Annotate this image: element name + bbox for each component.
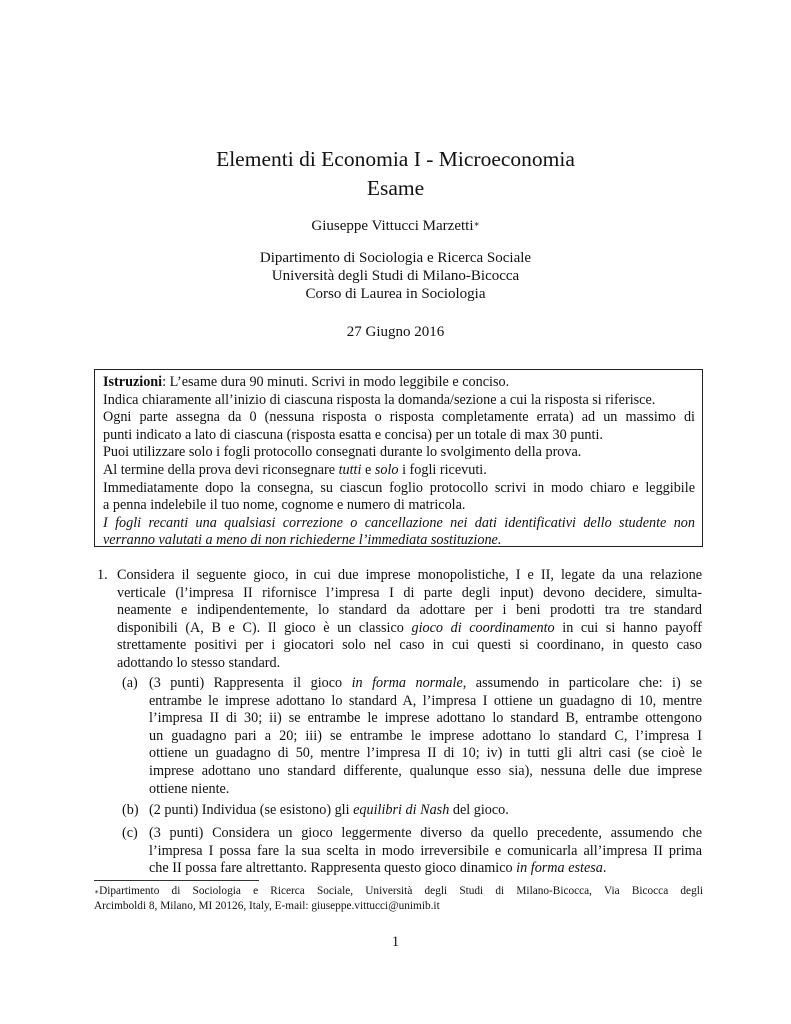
instructions-line: Istruzioni: L’esame dura 90 minuti. Scrivi in modo leggibile e conciso. bbox=[103, 374, 510, 390]
subquestion-label: (a) bbox=[122, 675, 138, 691]
instructions-line: Indica chiaramente all’inizio di ciascuna risposta la domanda/sezione a cui la risposta si riferisce. bbox=[103, 391, 656, 408]
subquestion-text: (2 punti) Individua (se esistono) gli equilibri di Nash del gioco. bbox=[149, 802, 509, 818]
instructions-line: Puoi utilizzare solo i fogli protocollo consegnati durante lo svolgimento della prova. bbox=[103, 444, 582, 461]
affiliation-line: Università degli Studi di Milano-Bicocca bbox=[271, 268, 520, 284]
instructions-line: Al termine della prova devi riconsegnare tutti e solo i fogli ricevuti. bbox=[103, 461, 487, 478]
instructions-line: Ogni parte assegna da 0 (nessuna risposta o risposta completamente errata) ad un massimo di bbox=[103, 409, 695, 426]
author bbox=[0, 216, 791, 236]
footnote: ∗Dipartimento di Sociologia e Ricerca Sociale, Università degli Studi di Milano-Bicocca, Via Bicocca degli Arcimboldi 8, Milano, MI 20126, Italy, E-mail: giuseppe.vittucci@unimib.it bbox=[94, 885, 703, 912]
page-subtitle: Esame bbox=[366, 176, 425, 200]
instructions-line: I fogli recanti una qualsiasi correzione o cancellazione nei dati identificativi dello studente non bbox=[103, 514, 695, 531]
affiliation-line: Corso di Laurea in Sociologia bbox=[305, 286, 486, 302]
subquestion-label: (c) bbox=[122, 825, 138, 841]
exam-date: 27 Giugno 2016 bbox=[346, 324, 445, 340]
instructions-line: verranno valutati a meno di non richiederne l’immediata sostituzione. bbox=[103, 532, 502, 549]
author-name: Giuseppe Vittucci Marzetti bbox=[311, 218, 474, 234]
question-text: Considera il seguente gioco, in cui due imprese monopolistiche, I e II, legate da una relazione verticale (l’impresa II rifornisce l’impresa I di parte degli input) devono decidere, simulta- neamente e indipendentemente, lo standard da adottare per i beni prodotti tra tre standard disponibili (A, B e C). Il gioco è un classico gioco di coordinamento in cui si hanno payoff strettamente positivi per i giocatori solo nel caso in cui questi si coordinano, in questo caso adottando lo stesso standard. bbox=[117, 567, 702, 671]
footnote-rule bbox=[94, 880, 259, 881]
instructions-line: a penna indelebile il tuo nome, cognome e numero di matricola. bbox=[103, 497, 466, 514]
subquestion-text: (3 punti) Considera un gioco leggermente diverso da quello precedente, assumendo che l’impresa I possa fare la sua scelta in modo irreversibile e comunicarla all’impresa II prima che II possa fare altrettanto. Rappresenta questo gioco dinamico in forma estesa. bbox=[149, 825, 702, 877]
footnote-mark: ∗ bbox=[94, 887, 100, 896]
affiliation-line: Dipartimento di Sociologia e Ricerca Sociale bbox=[259, 250, 532, 266]
page-number: 1 bbox=[391, 934, 400, 950]
instructions-line: Immediatamente dopo la consegna, su ciascun foglio protocollo scrivi in modo chiaro e leggibile bbox=[103, 479, 695, 496]
subquestion-text: (3 punti) Rappresenta il gioco in forma normale, assumendo in particolare che: i) se entrambe le imprese adottano lo standard A, l’impresa I ottiene un guadagno di 10, mentre l’impresa II di 30; ii) se entrambe le imprese adottano lo standard B, entrambe ottengono un guadagno pari a 20; iii) se entrambe le imprese adottano lo standard C, l’impresa I ottiene un guadagno di 50, mentre l’impresa II di 10; iv) in tutti gli altri casi (se cioè le imprese adottano uno standard differente, qualunque esso sia), nessuna delle due imprese ottiene niente. bbox=[149, 675, 702, 797]
instructions-line: punti indicato a lato di ciascuna (risposta esatta e concisa) per un totale di max 30 punti. bbox=[103, 426, 603, 443]
instructions-label: Istruzioni bbox=[103, 374, 163, 390]
question-number: 1. bbox=[97, 567, 108, 583]
subquestion-label: (b) bbox=[122, 802, 139, 818]
affiliation bbox=[0, 249, 791, 303]
instructions-box bbox=[94, 369, 703, 547]
author-footnote-mark: ∗ bbox=[473, 219, 480, 229]
page-title: Elementi di Economia I - Microeconomia bbox=[216, 147, 575, 171]
